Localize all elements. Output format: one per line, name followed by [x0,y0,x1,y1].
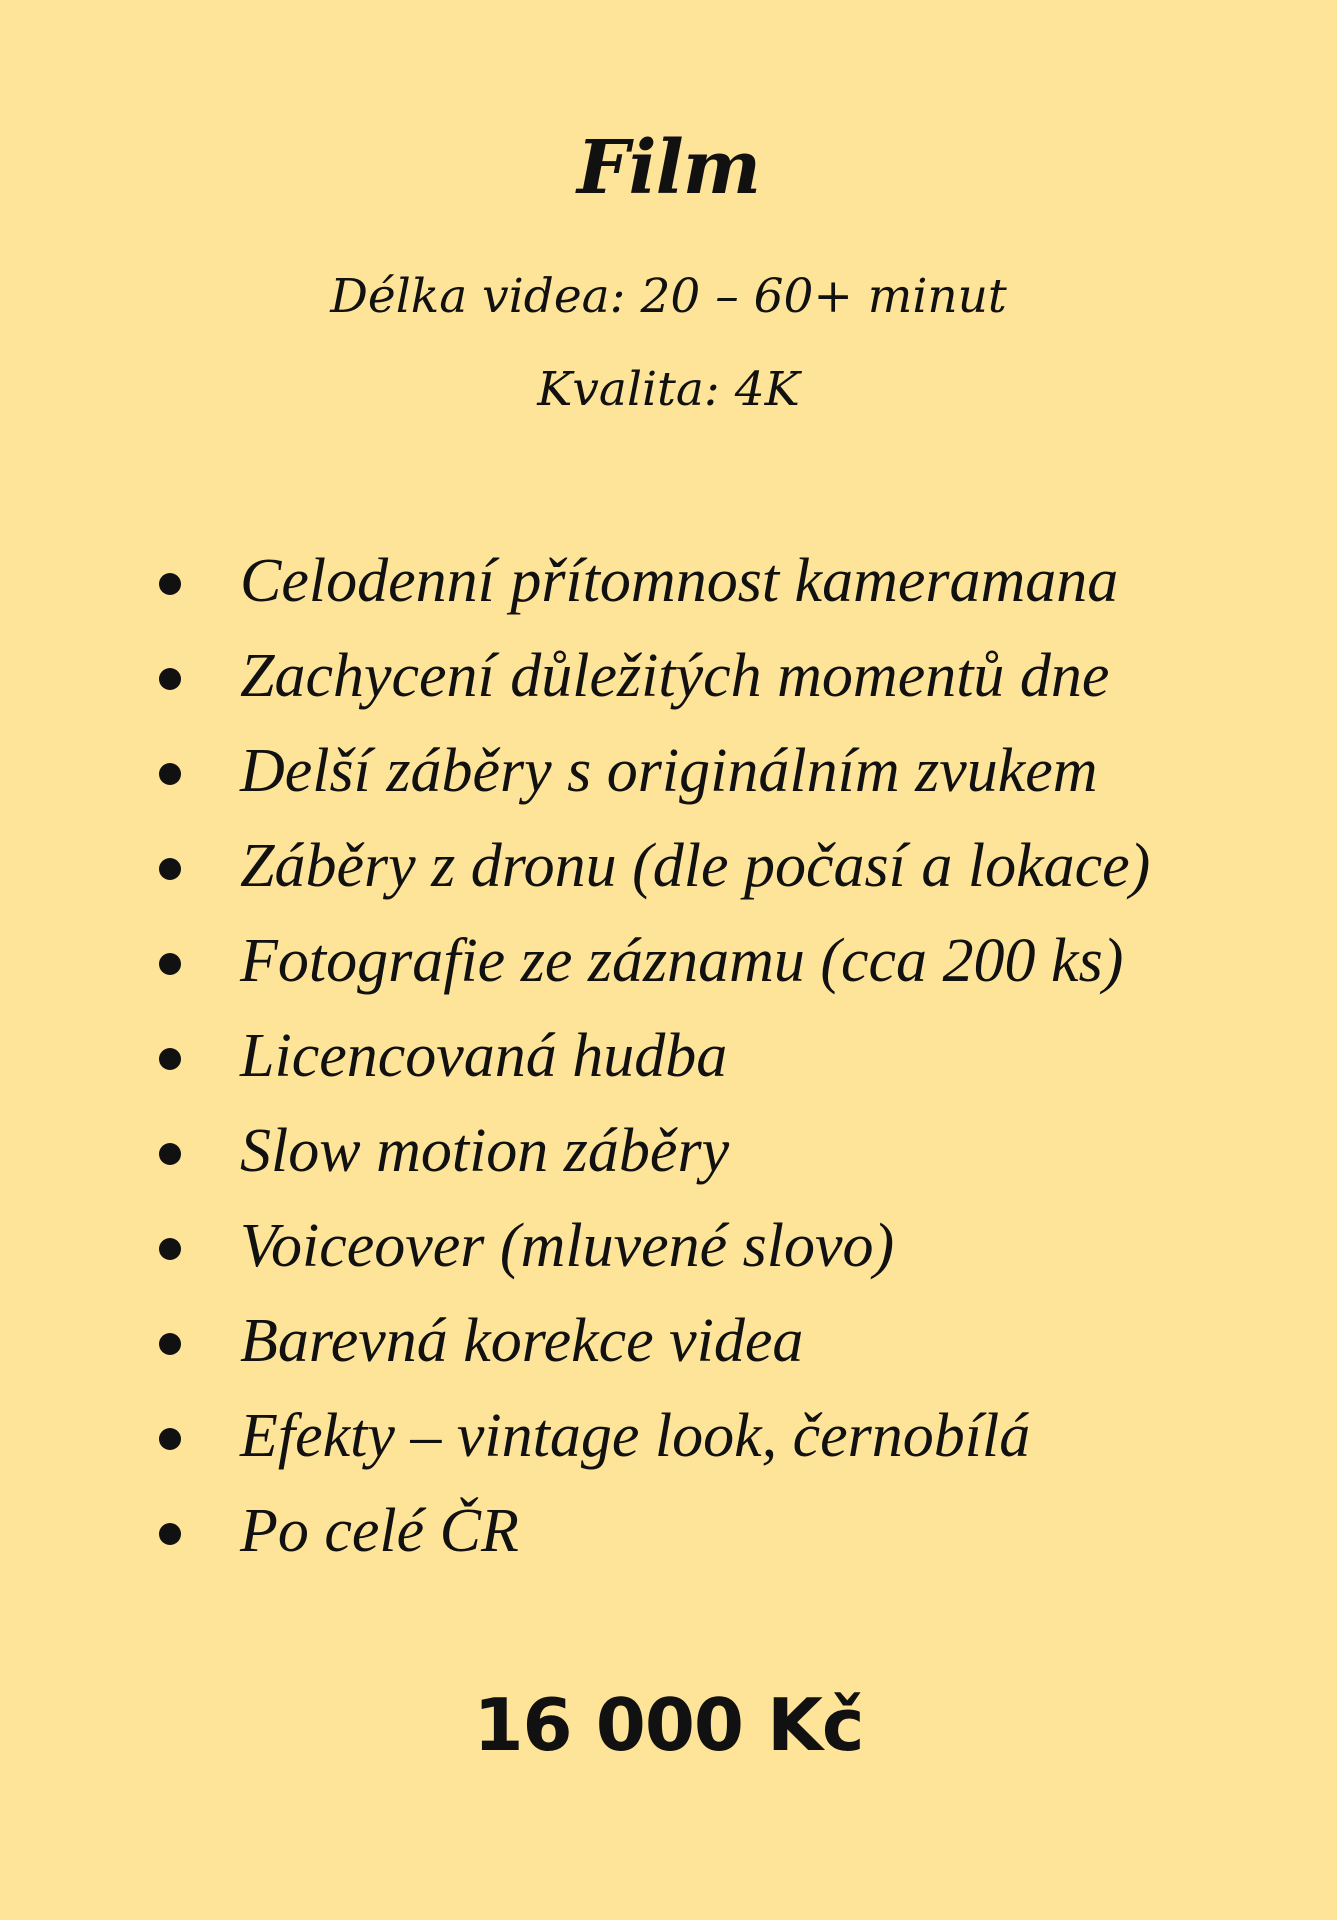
feature-label: Celodenní přítomnost kameramana [240,547,1119,615]
feature-label: Barevná korekce videa [240,1307,804,1375]
bullet-icon [159,1523,181,1545]
feature-item [150,1294,1300,1389]
bullet-icon [159,1048,181,1070]
bullet-icon [159,573,181,595]
feature-label: Efekty – vintage look, černobílá [240,1402,1031,1470]
feature-item [150,819,1300,914]
feature-item [150,724,1300,819]
bullet-icon [159,858,181,880]
package-title: Film [576,125,761,211]
bullet-icon [159,1333,181,1355]
feature-item [150,1199,1300,1294]
feature-list [150,534,1300,1579]
bullet-icon [159,953,181,975]
bullet-icon [159,763,181,785]
feature-label: Voiceover (mluvené slovo) [240,1212,895,1280]
bullet-icon [159,1238,181,1260]
feature-item [150,914,1300,1009]
feature-label: Po celé ČR [240,1497,519,1565]
feature-item [150,629,1300,724]
feature-item [150,1484,1300,1579]
bullet-icon [159,1428,181,1450]
feature-label: Delší záběry s originálním zvukem [240,737,1098,805]
feature-label: Slow motion záběry [240,1117,730,1185]
feature-item [150,1009,1300,1104]
feature-label: Licencovaná hudba [240,1022,728,1090]
bullet-icon [159,1143,181,1165]
feature-item [150,534,1300,629]
feature-label: Záběry z dronu (dle počasí a lokace) [240,832,1151,900]
feature-label: Zachycení důležitých momentů dne [240,642,1110,710]
feature-item [150,1104,1300,1199]
bullet-icon [159,668,181,690]
video-length: Délka videa: 20 – 60+ minut [330,269,1007,324]
price: 16 000 Kč [473,1683,864,1767]
feature-label: Fotografie ze záznamu (cca 200 ks) [240,927,1124,995]
video-quality: Kvalita: 4K [537,362,800,417]
feature-item [150,1389,1300,1484]
